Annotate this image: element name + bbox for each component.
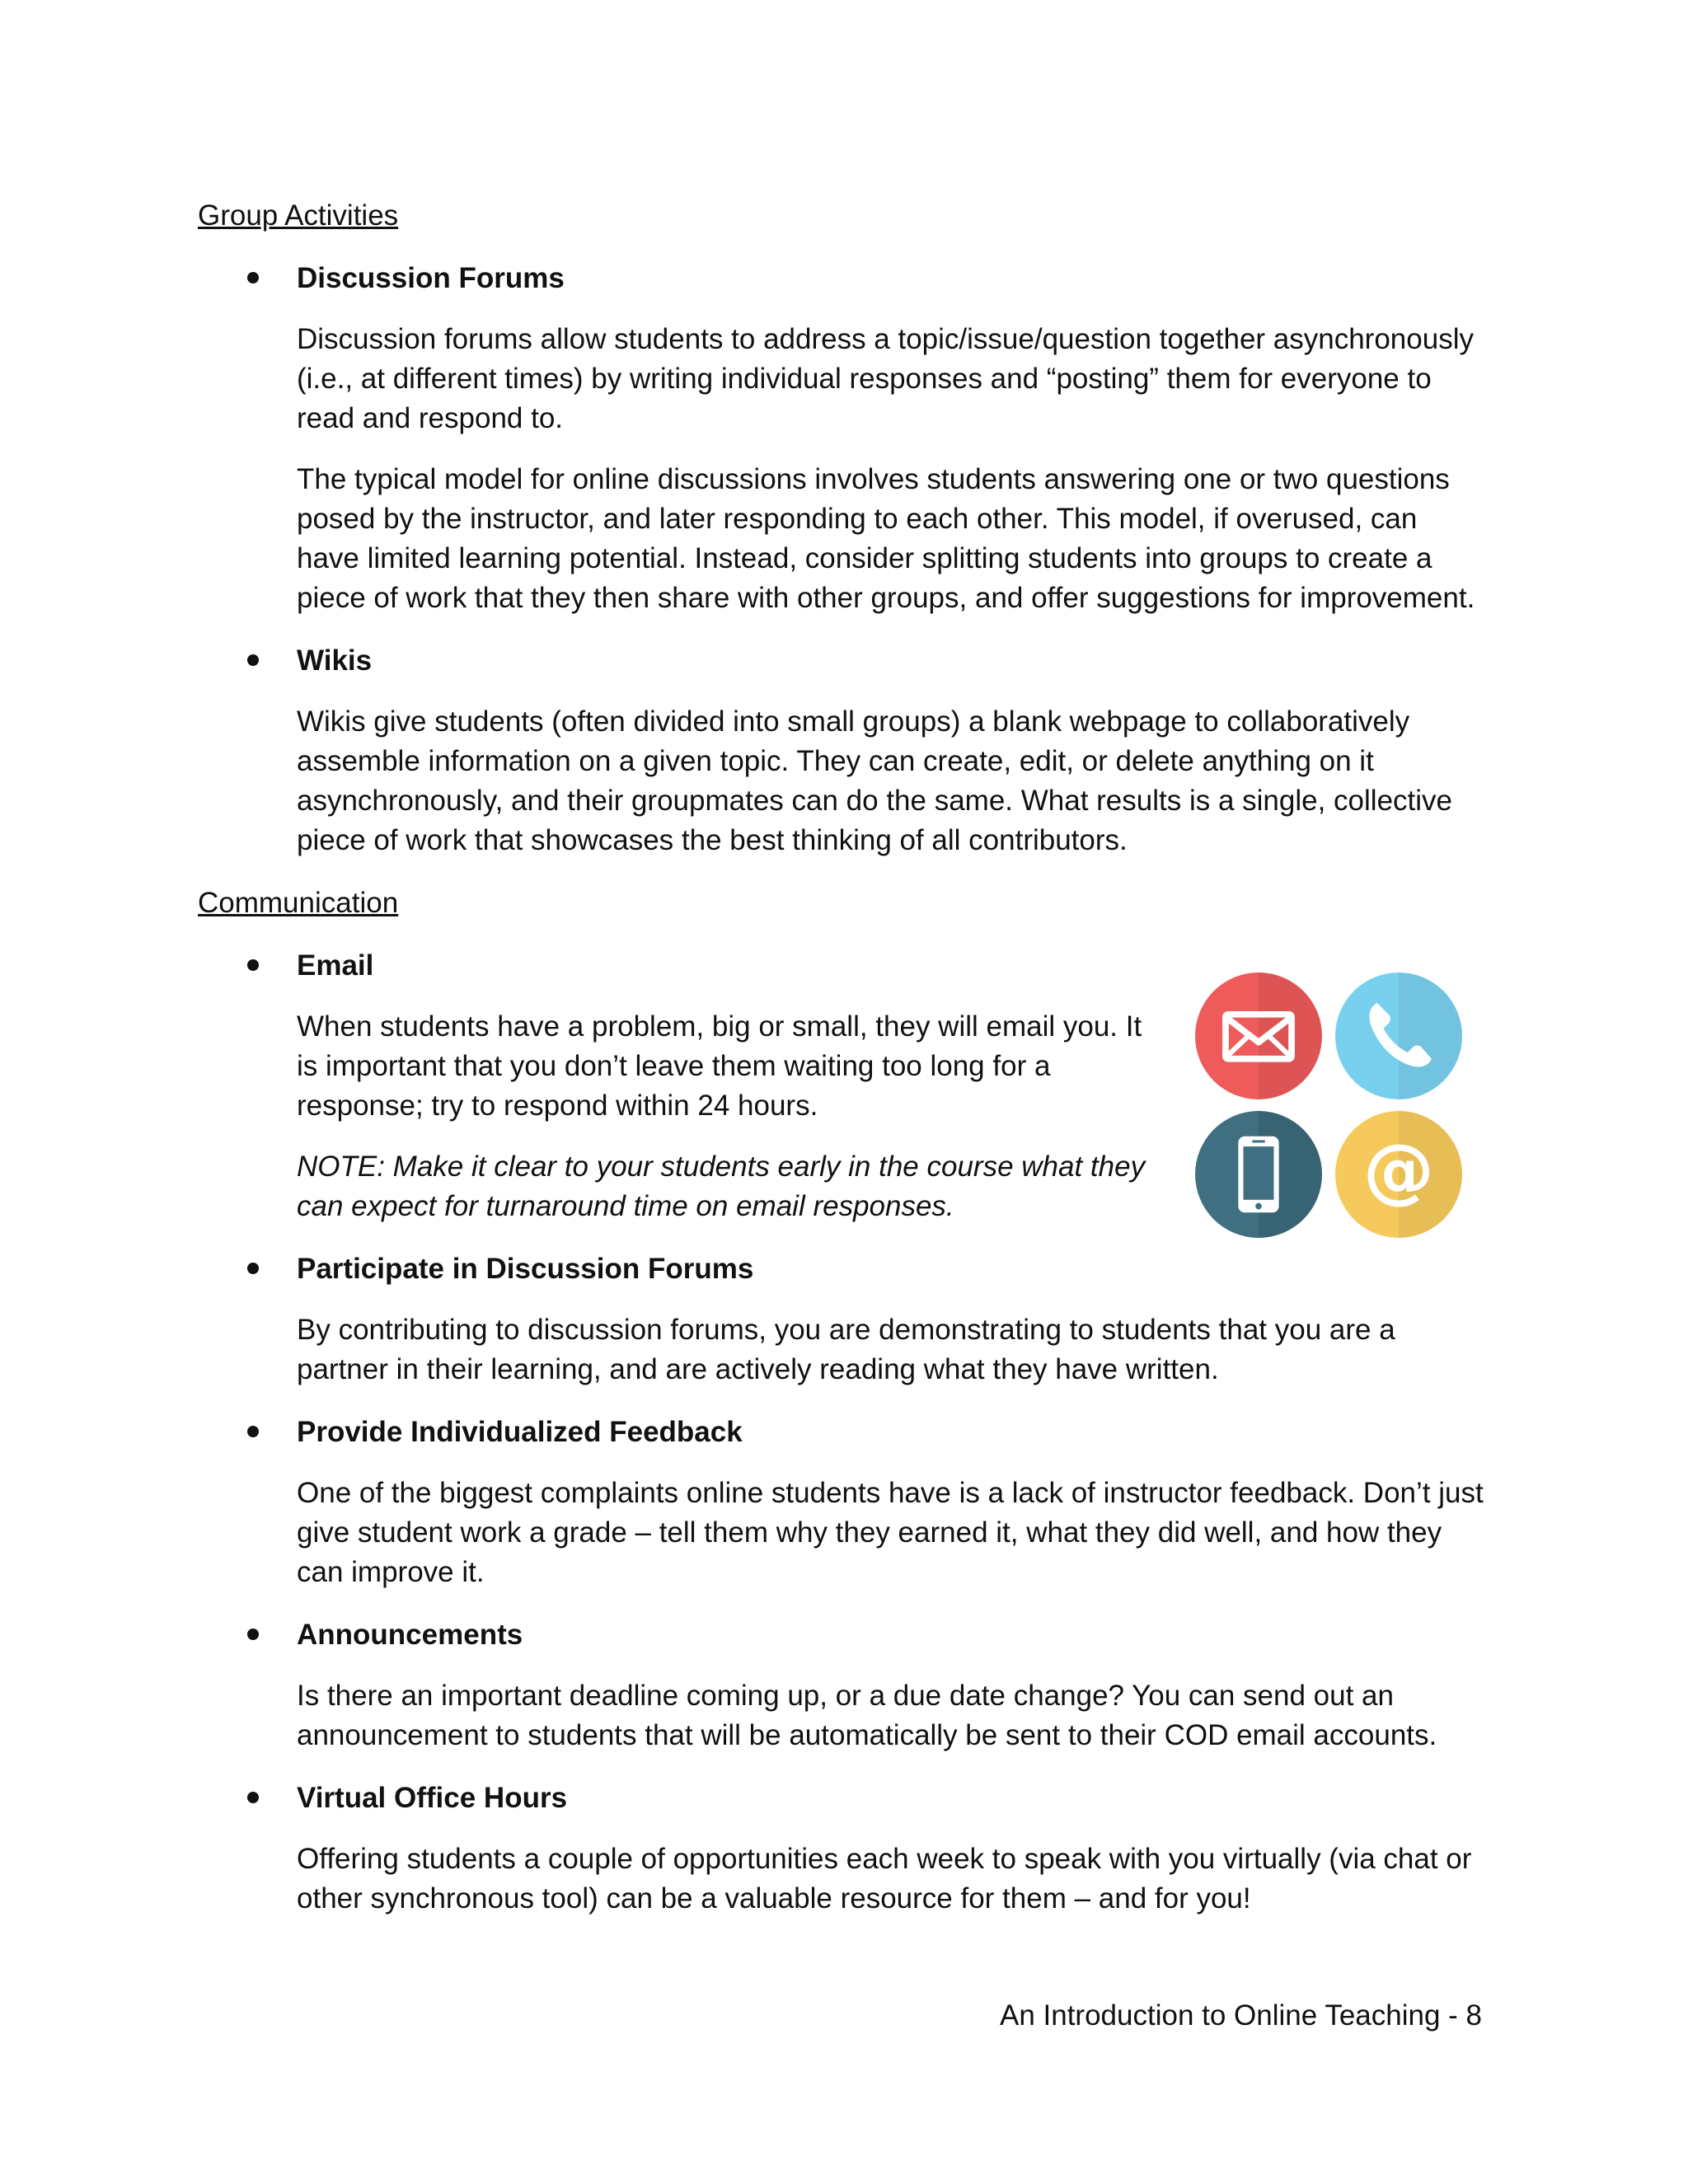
section-heading-communication: Communication <box>198 887 399 919</box>
paragraph: One of the biggest complaints online students have is a lack of instructor feedback. Don’t just give student work a grade – tell them why they earned it, what they did well, and how they can improve it. <box>297 1477 1484 1588</box>
paragraph: Discussion forums allow students to address a topic/issue/question together asynchronously (i.e., at different times) by writing individual responses and “posting” them for everyone to read and respond to. <box>297 323 1474 434</box>
item-title <box>297 640 1484 682</box>
list-item-discussion-forums <box>198 257 1484 618</box>
paragraph: Wikis give students (often divided into small groups) a blank webpage to collaboratively assemble information on a given topic. They can create, edit, or delete anything on it asynchronously, and their groupmates can do the same. What results is a single, collective piece of work that showcases the best thinking of all contributors. <box>297 705 1452 856</box>
item-title <box>297 1411 1484 1454</box>
item-title-text: Virtual Office Hours <box>297 1782 568 1814</box>
paragraph: When students have a problem, big or small, they will email you. It is important that you don’t leave them waiting too long for a response; try to respond within 24 hours. <box>297 1010 1142 1122</box>
phone-icon <box>1335 972 1462 1099</box>
page-footer: An Introduction to Online Teaching - 8 <box>999 1999 1482 2032</box>
item-title-text: Email <box>297 949 374 982</box>
list-item-participate <box>198 1248 1484 1390</box>
paragraph: By contributing to discussion forums, you are demonstrating to students that you are a partner in their learning, and are actively reading what they have written. <box>297 1314 1395 1385</box>
item-title-text: Provide Individualized Feedback <box>297 1416 743 1448</box>
item-title <box>297 257 1484 300</box>
bullet-icon <box>247 1629 259 1640</box>
bullet-icon <box>247 272 259 284</box>
mobile-icon <box>1195 1111 1322 1238</box>
bullet-icon <box>247 1263 259 1274</box>
paragraph: Is there an important deadline coming up, or a due date change? You can send out an announcement to students that will be automatically be sent to their COD email accounts. <box>297 1680 1437 1751</box>
svg-text:@: @ <box>1362 1129 1435 1212</box>
paragraph: The typical model for online discussions involves students answering one or two questions posed by the instructor, and later responding to each other. This model, if overused, can have limited learning potential. Instead, consider splitting students into groups to create a piece of work that they then share with other groups, and offer suggestions for improvement. <box>297 463 1475 614</box>
at-sign-icon <box>1335 1111 1462 1238</box>
item-title-text: Announcements <box>297 1619 523 1651</box>
communication-icons <box>1195 972 1467 1244</box>
note-paragraph: NOTE: Make it clear to your students early in the course what they can expect for turnaround time on email responses. <box>297 1151 1146 1222</box>
list-item-wikis <box>198 640 1484 860</box>
item-title-text: Participate in Discussion Forums <box>297 1253 754 1285</box>
item-title-text: Wikis <box>297 644 373 677</box>
item-title <box>297 1614 1484 1657</box>
bullet-icon <box>247 959 259 971</box>
bullet-icon <box>247 1426 259 1437</box>
bullet-icon <box>247 654 259 666</box>
item-title <box>297 1248 1484 1291</box>
item-title-text: Discussion Forums <box>297 262 565 294</box>
item-title <box>297 1777 1484 1820</box>
bullet-icon <box>247 1792 259 1803</box>
list-item-office-hours <box>198 1777 1484 1919</box>
list-item-feedback <box>198 1411 1484 1592</box>
section-heading-group-activities: Group Activities <box>198 199 399 232</box>
list-item-announcements <box>198 1614 1484 1755</box>
envelope-icon <box>1195 972 1322 1099</box>
paragraph: Offering students a couple of opportunities each week to speak with you virtually (via chat or other synchronous tool) can be a valuable resource for them – and for you! <box>297 1843 1472 1915</box>
